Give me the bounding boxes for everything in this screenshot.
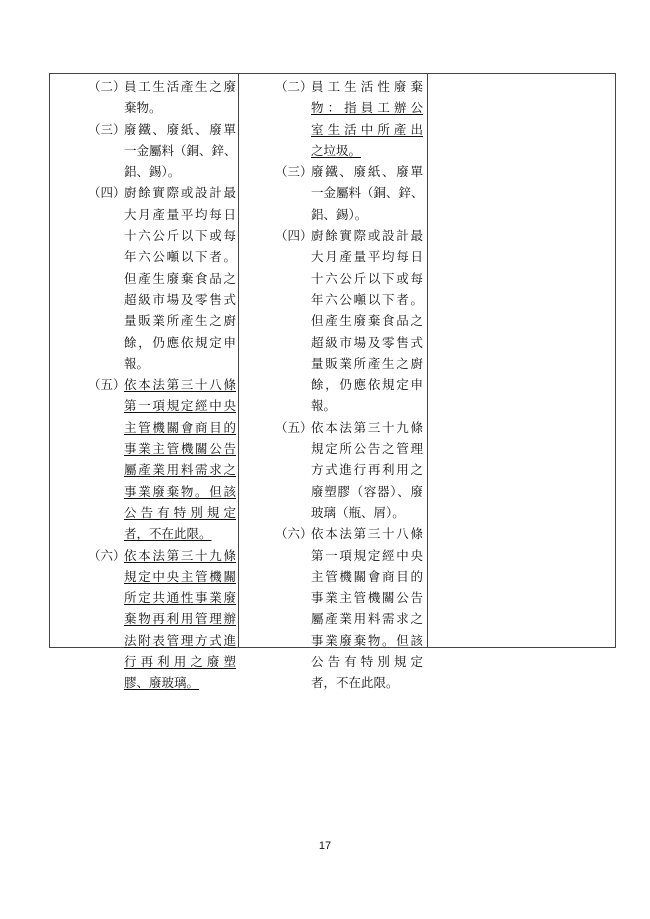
text-line: 鋁、錫）。 [311,206,368,222]
item-number: （六） [275,526,313,542]
list-item [275,417,423,523]
text-line: 物：指員工辦公 [311,100,423,116]
list-item [275,161,423,225]
item-number: （四） [275,228,313,244]
text-line: 公告有特別規定 [124,504,236,520]
text-line: 十六公斤以下或每 [124,228,236,244]
text-line: 棄物再利用管理辦 [124,611,236,627]
text-line: 事業主管機關公告 [311,590,423,606]
text-line: 事業廢棄物。但該 [311,632,423,648]
text-line: 主管機關會商目的 [124,419,236,435]
list-item [275,225,423,417]
list-item [88,374,236,544]
text-line: 但產生廢棄食品之 [124,270,236,286]
list-item [88,545,236,694]
text-line: 膠、廢玻璃。 [124,675,200,691]
text-line: 年六公噸以下者。 [124,249,236,265]
page-number: 17 [318,840,332,852]
text-line: 超級市場及零售式 [124,291,236,307]
text-line: 棄物。 [124,100,162,116]
text-line: 法附表管理方式進 [124,632,236,648]
text-line: 餘，仍應依規定申 [124,334,236,350]
comparison-table [49,73,616,691]
text-line: 一金屬料（銅、鋅、 [311,185,424,201]
text-line: 大月產量平均每日 [311,249,423,265]
text-line: 事業主管機關公告 [124,441,236,457]
item-number: （二） [88,79,126,94]
text-line: 者，不在此限。 [124,526,212,542]
text-line: 主管機關會商目的 [311,568,423,584]
column-divider [238,74,239,647]
text-line: 但產生廢棄食品之 [311,313,423,329]
amended-text-column [88,76,236,694]
item-number: （三） [88,121,126,137]
text-line: 室生活中所產出 [311,121,423,137]
text-line: 行再利用之廢塑 [124,654,236,670]
text-line: 公告有特別規定 [311,654,423,670]
text-line: 廚餘實際或設計最 [124,185,236,201]
text-line: 一金屬料（銅、鋅、 [124,142,237,158]
list-item [275,523,423,693]
text-line: 十六公斤以下或每 [311,270,423,286]
list-item [88,182,236,374]
text-line: 事業廢棄物。但該 [124,483,236,499]
text-line: 報。 [124,355,150,371]
text-line: 依本法第三十八條 [124,377,236,393]
text-line: 規定所公告之管理 [311,441,423,457]
item-number: （五） [88,377,126,393]
text-line: 方式進行再利用之 [311,462,423,478]
text-line: 依本法第三十九條 [311,419,423,435]
text-line: 廢鐵、廢紙、廢單 [311,164,423,180]
text-line: 廢鐵、廢紙、廢單 [124,121,236,137]
column-divider [427,74,428,647]
item-number: （四） [88,185,126,201]
text-line: 員工生活產生之廢 [124,79,236,94]
text-line: 大月產量平均每日 [124,206,236,222]
text-line: 鋁、錫）。 [124,164,181,180]
text-line: 超級市場及零售式 [311,334,423,350]
current-text-column [275,76,423,694]
list-item [275,76,423,161]
item-number: （六） [88,547,126,563]
text-line: 第一項規定經中央 [124,398,236,414]
text-line: 規定中央主管機關 [124,568,236,584]
text-line: 玻璃（瓶、屑）。 [311,504,405,520]
text-line: 屬產業用料需求之 [124,462,236,478]
text-line: 員工生活性廢棄 [311,79,423,94]
text-line: 報。 [311,398,337,414]
text-line: 者，不在此限。 [311,675,399,691]
item-number: （二） [275,79,313,94]
text-line: 量販業所產生之廚 [311,355,423,371]
text-line: 依本法第三十九條 [124,547,236,563]
text-line: 第一項規定經中央 [311,547,423,563]
text-line: 廚餘實際或設計最 [311,228,423,244]
text-line: 廢塑膠（容器）、廢 [311,483,423,499]
text-line: 量販業所產生之廚 [124,313,236,329]
item-number: （五） [275,419,313,435]
text-line: 所定共通性事業廢 [124,590,236,606]
text-line: 屬產業用料需求之 [311,611,423,627]
text-line: 餘，仍應依規定申 [311,377,423,393]
item-number: （三） [275,164,313,180]
list-item [88,76,236,119]
list-item [88,119,236,183]
text-line: 依本法第三十八條 [311,526,423,542]
text-line: 之垃圾。 [311,142,362,158]
text-line: 年六公噸以下者。 [311,291,423,307]
